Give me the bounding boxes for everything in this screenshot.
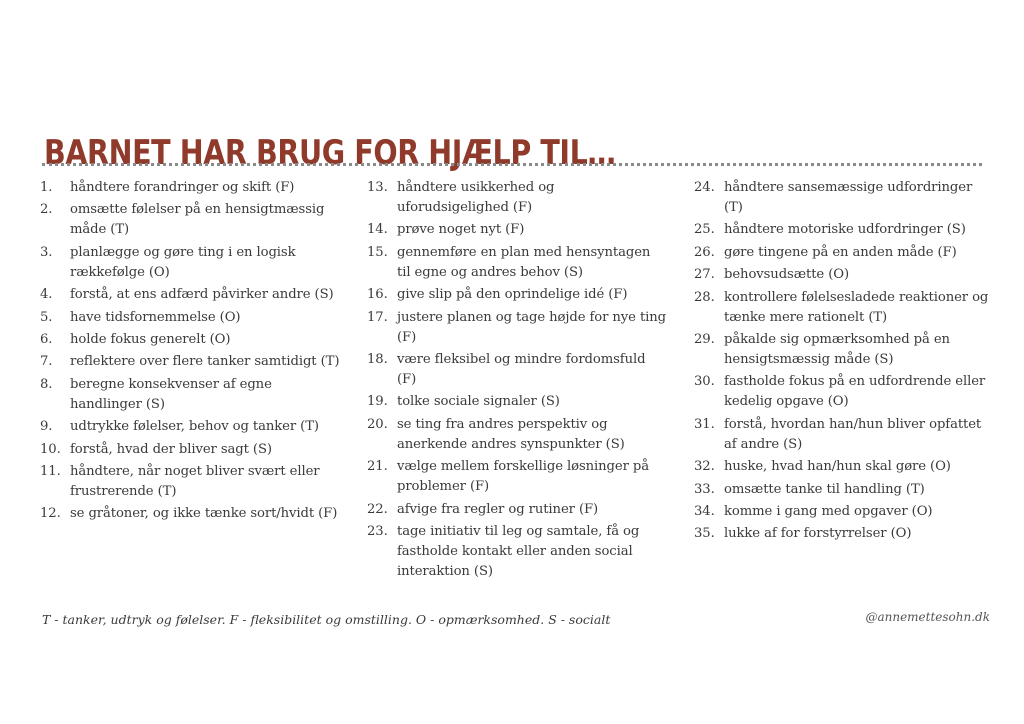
item-number: 30.	[694, 374, 715, 390]
item-text: prøve noget nyt (F)	[397, 222, 525, 238]
list-column-3	[694, 178, 994, 547]
list-item	[694, 502, 994, 522]
item-number: 32.	[694, 459, 715, 475]
legend-text: T - tanker, udtryk og følelser. F - fleksibilitet og omstilling. O - opmærksomhed. S - socialt	[42, 612, 611, 627]
list-item	[40, 462, 340, 502]
item-text: fastholde fokus på en udfordrende eller kedelig opgave (O)	[724, 374, 986, 410]
item-number: 34.	[694, 503, 715, 519]
item-number: 8.	[40, 376, 53, 392]
item-number: 24.	[694, 180, 715, 195]
item-text: afvige fra regler og rutiner (F)	[397, 501, 599, 517]
item-number: 9.	[40, 419, 53, 435]
item-number: 26.	[694, 244, 715, 260]
item-text: gøre tingene på en anden måde (F)	[724, 244, 957, 260]
item-text: huske, hvad han/hun skal gøre (O)	[724, 459, 951, 475]
list-item	[367, 350, 667, 390]
list-item	[40, 243, 340, 283]
author-handle: @annemettesohn.dk	[865, 610, 990, 624]
item-number: 33.	[694, 481, 715, 497]
item-text: holde fokus generelt (O)	[70, 331, 231, 347]
item-text: vælge mellem forskellige løsninger på problemer (F)	[397, 459, 650, 495]
item-number: 17.	[367, 309, 388, 325]
item-text: tage initiativ til leg og samtale, få og fastholde kontakt eller anden social interaktion (S)	[397, 523, 640, 579]
item-text: håndtere usikkerhed og uforudsigelighed (F)	[397, 180, 555, 215]
item-text: forstå, at ens adfærd påvirker andre (S)	[70, 287, 334, 303]
list-item	[367, 285, 667, 305]
list-item	[694, 220, 994, 240]
list-item	[367, 522, 667, 582]
item-text: påkalde sig opmærksomhed på en hensigtsmæssig måde (S)	[724, 331, 950, 367]
item-number: 7.	[40, 354, 53, 370]
list-item	[694, 480, 994, 500]
item-text: kontrollere følelsesladede reaktioner og tænke mere rationelt (T)	[724, 289, 989, 325]
list-item	[40, 417, 340, 437]
page-title: BARNET HAR BRUG FOR HJÆLP TIL…	[44, 132, 616, 173]
item-number: 10.	[40, 441, 61, 457]
list-item	[367, 308, 667, 348]
list-item	[367, 243, 667, 283]
list-column-2	[367, 178, 667, 584]
item-text: håndtere forandringer og skift (F)	[70, 180, 295, 195]
list-item	[367, 457, 667, 497]
item-number: 22.	[367, 501, 388, 517]
item-text: justere planen og tage højde for nye ting (F)	[397, 309, 667, 345]
item-text: forstå, hvordan han/hun bliver opfattet af andre (S)	[724, 416, 982, 452]
list-item	[694, 330, 994, 370]
item-text: lukke af for forstyrrelser (O)	[724, 526, 912, 542]
item-number: 15.	[367, 244, 388, 260]
item-text: komme i gang med opgaver (O)	[724, 503, 933, 519]
item-text: omsætte tanke til handling (T)	[724, 481, 925, 497]
item-text: se ting fra andres perspektiv og anerkende andres synspunkter (S)	[397, 416, 625, 452]
list-item	[694, 288, 994, 328]
list-item	[694, 243, 994, 263]
item-text: gennemføre en plan med hensyntagen til egne og andres behov (S)	[397, 244, 651, 280]
item-number: 12.	[40, 506, 61, 522]
item-number: 20.	[367, 416, 388, 432]
item-text: behovsudsætte (O)	[724, 267, 849, 283]
item-number: 31.	[694, 416, 715, 432]
dotted-divider	[42, 163, 982, 166]
item-text: reflektere over flere tanker samtidigt (T)	[70, 354, 340, 370]
item-text: håndtere sansemæssige udfordringer (T)	[724, 180, 973, 215]
item-number: 6.	[40, 331, 53, 347]
item-text: tolke sociale signaler (S)	[397, 394, 560, 410]
item-number: 3.	[40, 244, 53, 260]
item-number: 18.	[367, 351, 388, 367]
list-item	[694, 524, 994, 544]
list-item	[40, 308, 340, 328]
item-text: håndtere, når noget bliver svært eller frustrerende (T)	[70, 463, 320, 499]
list-item	[694, 372, 994, 412]
list-item	[694, 265, 994, 285]
list-item	[40, 352, 340, 372]
item-number: 29.	[694, 331, 715, 347]
item-number: 14.	[367, 222, 388, 238]
list-column-1	[40, 178, 340, 527]
item-text: se gråtoner, og ikke tænke sort/hvidt (F)	[70, 506, 338, 522]
item-number: 1.	[40, 180, 53, 195]
list-item	[40, 200, 340, 240]
item-number: 28.	[694, 289, 715, 305]
list-item	[694, 457, 994, 477]
list-item	[40, 375, 340, 415]
list-item	[40, 504, 340, 524]
item-number: 27.	[694, 267, 715, 283]
item-number: 35.	[694, 526, 715, 542]
item-number: 21.	[367, 459, 388, 475]
item-text: være fleksibel og mindre fordomsfuld (F)	[397, 351, 646, 387]
list-item	[694, 178, 994, 218]
item-text: håndtere motoriske udfordringer (S)	[724, 222, 966, 238]
item-text: beregne konsekvenser af egne handlinger (S)	[70, 376, 272, 412]
item-number: 23.	[367, 523, 388, 539]
list-item	[40, 440, 340, 460]
item-number: 25.	[694, 222, 715, 238]
item-number: 16.	[367, 287, 388, 303]
list-item	[40, 178, 340, 198]
item-number: 11.	[40, 463, 61, 479]
item-number: 19.	[367, 394, 388, 410]
item-text: have tidsfornemmelse (O)	[70, 309, 241, 325]
item-number: 5.	[40, 309, 53, 325]
list-item	[367, 178, 667, 218]
item-text: give slip på den oprindelige idé (F)	[397, 287, 628, 303]
list-item	[367, 500, 667, 520]
item-text: forstå, hvad der bliver sagt (S)	[70, 441, 272, 457]
item-text: omsætte følelser på en hensigtmæssig måde (T)	[70, 202, 325, 238]
list-item	[694, 415, 994, 455]
item-text: udtrykke følelser, behov og tanker (T)	[70, 419, 319, 435]
item-text: planlægge og gøre ting i en logisk rækkefølge (O)	[70, 244, 296, 280]
list-item	[40, 330, 340, 350]
list-item	[367, 220, 667, 240]
list-item	[367, 415, 667, 455]
item-number: 2.	[40, 202, 53, 218]
list-item	[367, 392, 667, 412]
item-number: 4.	[40, 287, 53, 303]
item-number: 13.	[367, 180, 388, 195]
list-item	[40, 285, 340, 305]
